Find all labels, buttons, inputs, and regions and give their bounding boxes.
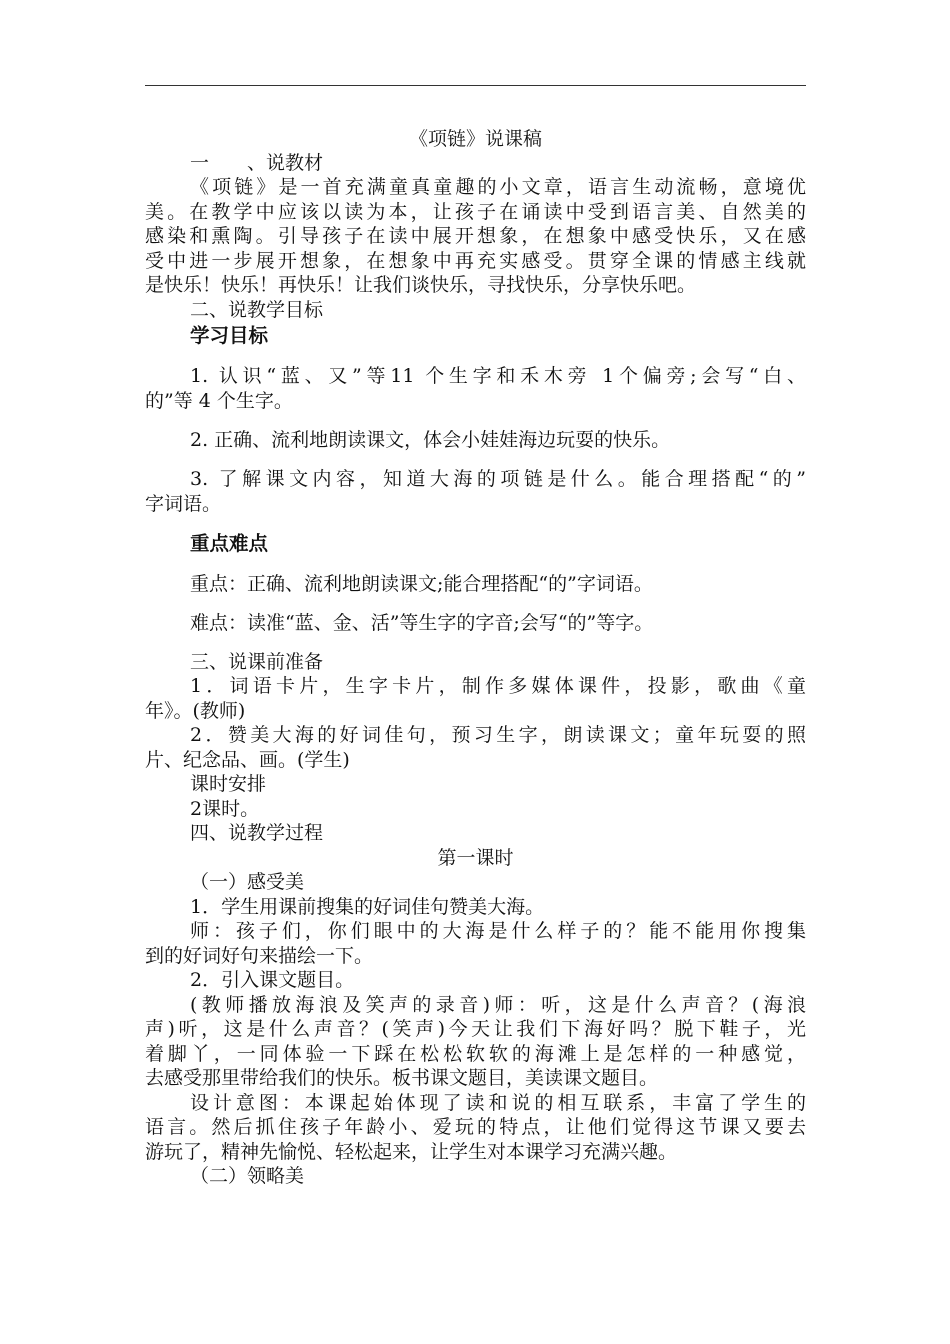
intro-paragraph-line: 声)听，这是什么声音？(笑声)今天让我们下海好吗？脱下鞋子，光	[145, 1018, 806, 1040]
key-point: 重点：正确、流利地朗读课文;能合理搭配“的”字词语。	[190, 573, 653, 595]
prep-1-line: 年》。(教师)	[145, 700, 246, 722]
goal-3-line: 3. 了解课文内容，知道大海的项链是什么。能合理搭配“的”	[190, 468, 806, 490]
paragraph-line: 美。在教学中应该以读为本，让孩子在诵读中受到语言美、自然美的	[145, 201, 806, 223]
design-intent-line: 游玩了，精神先愉悦、轻松起来，让学生对本课学习充满兴趣。	[145, 1141, 678, 1163]
schedule-label: 课时安排	[190, 773, 267, 795]
prep-1-line: 1．词语卡片，生字卡片，制作多媒体课件，投影，歌曲《童	[190, 675, 806, 697]
header-rule	[145, 85, 806, 86]
intro-paragraph-line: 着脚丫，一同体验一下踩在松松软软的海滩上是怎样的一种感觉，	[145, 1043, 806, 1065]
hard-point: 难点：读准“蓝、金、活”等生字的字音;会写“的”等字。	[190, 612, 654, 634]
intro-paragraph-line: (教师播放海浪及笑声的录音)师：听，这是什么声音？(海浪	[190, 994, 806, 1016]
goal-3-line: 字词语。	[145, 493, 222, 515]
teacher-question-line: 到的好词好句来描绘一下。	[145, 945, 374, 967]
goal-1-line: 1. 认识“蓝、又”等11 个生字和禾木旁 1个偏旁;会写“白、	[190, 365, 806, 387]
paragraph-line: 受中进一步展开想象，在想象中再充实感受。贯穿全课的情感主线就	[145, 250, 806, 272]
part-2-heading: （二）领略美	[190, 1165, 305, 1187]
design-intent-line: 语言。然后抓住孩子年龄小、爱玩的特点，让他们觉得这节课又要去	[145, 1116, 806, 1138]
document-title: 《项链》说课稿	[408, 128, 542, 150]
part-1-heading: （一）感受美	[190, 871, 305, 893]
section-2-heading: 二、说教学目标	[190, 299, 324, 321]
prep-2-line: 片、纪念品、画。(学生)	[145, 749, 350, 771]
goal-2: 2. 正确、流利地朗读课文，体会小娃娃海边玩耍的快乐。	[190, 429, 671, 451]
paragraph-line: 《项链》是一首充满童真童趣的小文章，语言生动流畅，意境优	[190, 176, 806, 198]
paragraph-line: 是快乐！快乐！再快乐！让我们谈快乐，寻找快乐，分享快乐吧。	[145, 274, 697, 296]
intro-paragraph-line: 去感受那里带给我们的快乐。板书课文题目，美读课文题目。	[145, 1067, 659, 1089]
key-points-heading: 重点难点	[190, 532, 269, 555]
design-intent-line: 设计意图：本课起始体现了读和说的相互联系，丰富了学生的	[190, 1092, 806, 1114]
teacher-question-line: 师：孩子们，你们眼中的大海是什么样子的？能不能用你搜集	[190, 920, 806, 942]
step-2: 2．引入课文题目。	[190, 969, 355, 991]
schedule-value: 2课时。	[190, 798, 260, 820]
step-1: 1．学生用课前搜集的好词佳句赞美大海。	[190, 896, 545, 918]
section-3-heading: 三、说课前准备	[190, 651, 324, 673]
lesson-title: 第一课时	[437, 847, 514, 869]
learning-goals-heading: 学习目标	[190, 324, 269, 347]
paragraph-line: 感染和熏陶。引导孩子在读中展开想象，在想象中感受快乐，又在感	[145, 225, 806, 247]
prep-2-line: 2．赞美大海的好词佳句，预习生字，朗读课文；童年玩耍的照	[190, 724, 806, 746]
section-4-heading: 四、说教学过程	[190, 822, 324, 844]
goal-1-line: 的”等 4 个生字。	[145, 390, 293, 412]
section-1-heading: 一 、说教材	[190, 152, 324, 174]
